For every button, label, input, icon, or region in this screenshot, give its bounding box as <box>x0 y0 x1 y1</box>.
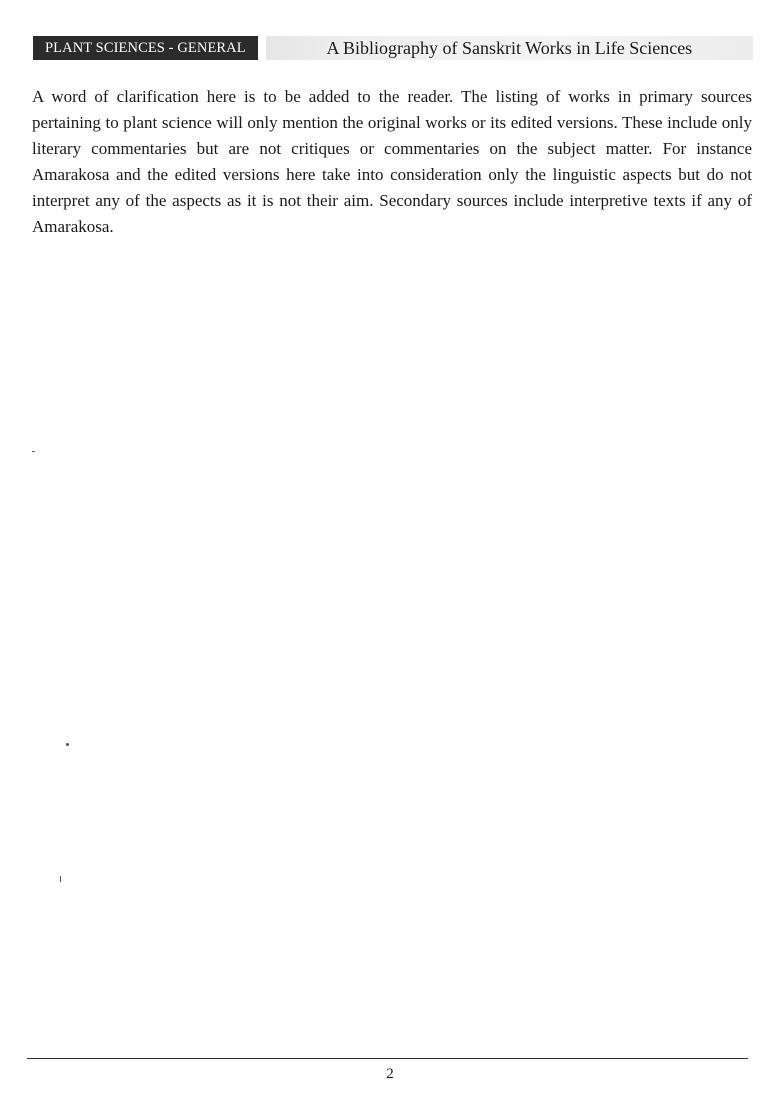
scan-speck <box>66 743 69 746</box>
footer-rule <box>27 1058 748 1059</box>
title-band <box>266 36 753 60</box>
page-number: 2 <box>386 1066 394 1082</box>
book-title: A Bibliography of Sanskrit Works in Life Sciences <box>326 37 693 58</box>
section-tag: PLANT SCIENCES - GENERAL <box>33 36 258 60</box>
body-paragraph: A word of clarification here is to be added to the reader. The listing of works in primary sources pertaining to plant science will only mention the original works or its edited versions. These include only literary commentaries but are not critiques or commentaries on the subject matter. For instance Amarakosa and the edited versions here take into consideration only the linguistic aspects but do not interpret any of the aspects as it is not their aim. Secondary sources include interpretive texts if any of Amarakosa. <box>32 87 752 236</box>
scan-speck <box>60 876 61 882</box>
scan-speck <box>32 451 35 452</box>
running-header <box>33 36 753 60</box>
